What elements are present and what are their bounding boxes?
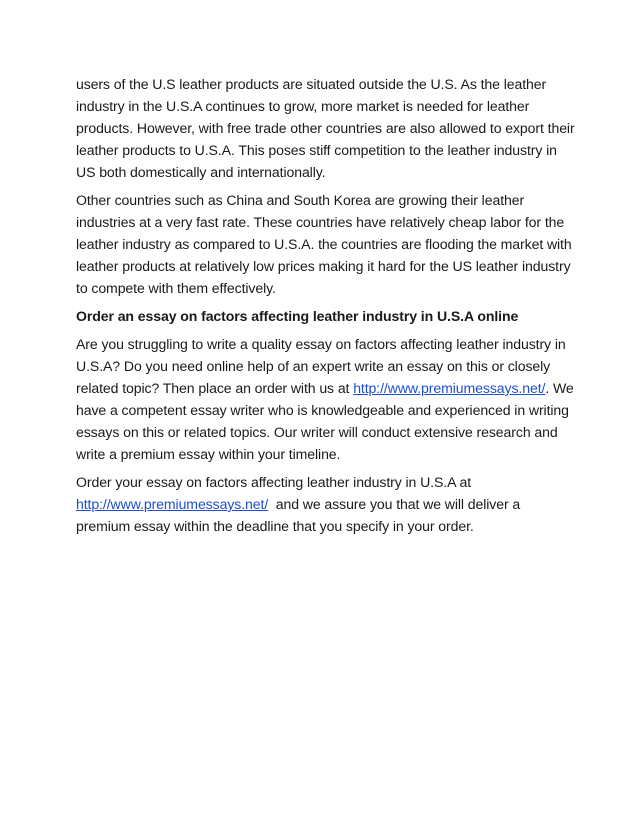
website-link[interactable]: http://www.premiumessays.net/ [353, 380, 546, 396]
body-paragraph [76, 333, 576, 465]
body-paragraph: users of the U.S leather products are situated outside the U.S. As the leather industry in the U.S.A continues to grow, more market is needed for leather products. However, with free trade other countries are also allowed to export their leather products to U.S.A. This poses stiff competition to the leather industry in US both domestically and internationally. [76, 76, 575, 180]
website-link[interactable]: http://www.premiumessays.net/ [76, 496, 269, 512]
document-page [76, 73, 576, 543]
paragraph-text: Are you struggling to write a quality essay on factors affecting leather industry in U.S.A? Do you need online help of an expert write an essay on this or closely related topic? Then place an order with us at [76, 336, 566, 396]
paragraph-text: and we assure you that we will deliver a premium essay within the deadline that you specify in your order. [76, 496, 524, 534]
section-heading: Order an essay on factors affecting leather industry in U.S.A online [76, 308, 519, 324]
body-paragraph: Other countries such as China and South Korea are growing their leather industries at a very fast rate. These countries have relatively cheap labor for the leather industry as compared to U.S.A. the countries are flooding the market with leather products at relatively low prices making it hard for the US leather industry to compete with them effectively. [76, 192, 572, 296]
body-paragraph [76, 471, 576, 537]
paragraph-text: . We have a competent essay writer who is knowledgeable and experienced in writing essays on this or related topics. Our writer will conduct extensive research and write a premium essay within your timeline. [76, 380, 574, 462]
paragraph-text: Order your essay on factors affecting leather industry in U.S.A at [76, 474, 472, 490]
